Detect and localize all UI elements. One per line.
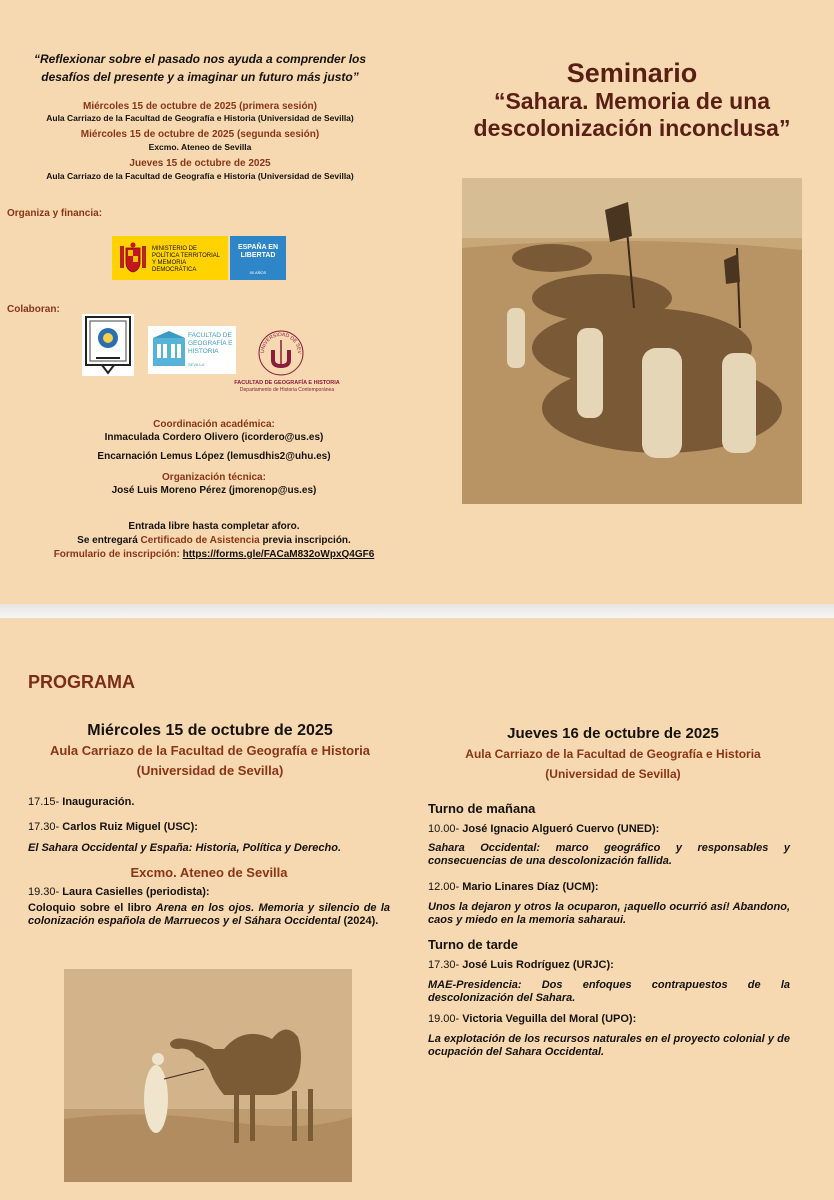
item-talk: El Sahara Occidental y España: Historia, Política y Derecho. (28, 842, 342, 854)
facultad-logo (148, 326, 236, 374)
seminario-title: Seminario (566, 58, 698, 88)
item-speaker: José Luis Rodríguez (URJC): (459, 959, 614, 971)
session-3-place: Aula Carriazo de la Facultad de Geografía e Historia (Universidad de Sevilla) (46, 171, 354, 181)
session-2-place: Excmo. Ateneo de Sevilla (148, 142, 252, 152)
ateneo-emblem-icon (82, 314, 134, 376)
right-date: Jueves 16 de octubre de 2025 (507, 725, 719, 742)
item-talk (28, 902, 390, 928)
quote: “Reflexionar sobre el pasado nos ayuda a comprender los desafíos del presente y a imaginar un futuro más justo” (33, 52, 367, 84)
right-day-header (420, 724, 806, 784)
item-time: 10.00- (428, 823, 460, 835)
session-1-place: Aula Carriazo de la Facultad de Geografía e Historia (Universidad de Sevilla) (46, 113, 354, 123)
item-talk: La explotación de los recursos naturales en el proyecto colonial y de ocupación del Sahara Occidental. (428, 1033, 790, 1058)
programa-heading: PROGRAMA (28, 672, 135, 692)
coat-of-arms-icon (118, 242, 148, 274)
item-time: 19.00- (428, 1013, 460, 1025)
espana-years-text: 50 AÑOS (249, 270, 267, 275)
right-place-1: Aula Carriazo de la Facultad de Geografía e Historia (465, 747, 761, 761)
item-speaker: Laura Casielles (periodista): (59, 886, 210, 898)
facultad-logo-text: FACULTAD DE GEOGRAFÍA E HISTORIA (188, 332, 233, 355)
coordination-block (14, 418, 414, 498)
turno-manana: Turno de mañana (428, 801, 536, 816)
item-talk: Sahara Occidental: marco geográfico y responsables y consecuencias de una descolonización fallida. (428, 842, 790, 867)
item-talk: Unos la dejaron y otros la ocuparon, ¡aquello ocurrió así! Abandono, caos y miedo en la memoria saharaui. (428, 901, 790, 926)
us-seal-logo (256, 328, 306, 378)
right-program-list (428, 801, 790, 1059)
left-day-header (28, 721, 392, 781)
facultad-building-icon (152, 330, 186, 368)
march-photo (462, 178, 802, 504)
session-3-date: Jueves 15 de octubre de 2025 (129, 158, 271, 169)
facultad-logo-city: SEVILLA (188, 362, 205, 367)
item-speaker: Inauguración. (59, 796, 135, 808)
org-tec-name: José Luis Moreno Pérez (jmorenop@us.es) (111, 485, 317, 496)
camel-photo (64, 969, 352, 1182)
program-item (428, 881, 790, 894)
ministerio-logo (112, 236, 228, 280)
subtitle-line-1: “Sahara. Memoria de una (493, 88, 771, 114)
right-place-2: (Universidad de Sevilla) (545, 767, 681, 781)
ateneo-heading: Excmo. Ateneo de Sevilla (130, 865, 288, 880)
ateneo-emblem-logo (82, 314, 134, 376)
left-program-list (28, 796, 390, 928)
form-line (14, 548, 414, 562)
us-caption (222, 380, 352, 394)
talk-post: (2024). (340, 915, 379, 927)
item-speaker: Mario Linares Díaz (UCM): (459, 881, 599, 893)
ministerio-text: MINISTERIO DE POLÍTICA TERRITORIAL Y MEMORIA DEMOCRÁTICA (152, 246, 220, 273)
us-caption-1: FACULTAD DE GEOGRAFÍA E HISTORIA (234, 380, 340, 386)
talk-book-title: Arena en los ojos. Memoria y silencio de la colonización española de Marruecos y el Sáhara Occidental (28, 902, 390, 927)
certificado-text (14, 534, 414, 548)
cert-highlight: Certificado de Asistencia (140, 535, 260, 546)
us-seal-icon (256, 328, 306, 378)
program-item (28, 796, 390, 809)
item-speaker: José Ignacio Algueró Cuervo (UNED): (459, 823, 660, 835)
item-time: 17.30- (28, 821, 60, 833)
session-1-date: Miércoles 15 de octubre de 2025 (primera sesión) (83, 101, 317, 112)
us-ring-text: UNIVERSIDAD DE SEV (259, 331, 303, 355)
svg-text:UNIVERSIDAD DE SEVILLA (256, 328, 302, 355)
program-item (28, 886, 390, 899)
item-speaker: Victoria Veguilla del Moral (UPO): (459, 1013, 637, 1025)
form-link[interactable]: https://forms.gle/FACaM832oWpxQ4GF6 (182, 549, 375, 560)
coord-name-2: Encarnación Lemus López (lemusdhis2@uhu.es) (97, 451, 331, 462)
item-time: 19.30- (28, 886, 60, 898)
subtitle-line-2: descolonización inconclusa” (473, 115, 791, 141)
entrada-text: Entrada libre hasta completar aforo. (128, 521, 300, 532)
item-time: 17.30- (428, 959, 460, 971)
page-separator (0, 604, 834, 618)
left-place-1: Aula Carriazo de la Facultad de Geografía e Historia (49, 743, 371, 758)
item-talk: MAE-Presidencia: Dos enfoques contrapuestos de la descolonización del Sahara. (428, 979, 790, 1004)
flyer-program-page (0, 618, 834, 1200)
talk-pre: Coloquio sobre el libro (28, 902, 156, 914)
session-list (14, 100, 386, 183)
item-speaker: Carlos Ruiz Miguel (USC): (59, 821, 198, 833)
cert-pre: Se entregará (77, 535, 141, 546)
title-block (440, 58, 824, 142)
session-2-date: Miércoles 15 de octubre de 2025 (segunda sesión) (80, 129, 320, 140)
coord-label: Coordinación académica: (153, 419, 275, 430)
program-item (428, 959, 790, 972)
organiza-label: Organiza y financia: (7, 208, 103, 219)
program-item (428, 1013, 790, 1026)
registration-block (14, 520, 414, 562)
espana-libertad-logo (230, 236, 286, 280)
program-item (428, 823, 790, 836)
cert-post: previa inscripción. (259, 535, 351, 546)
left-date: Miércoles 15 de octubre de 2025 (87, 722, 333, 739)
left-place-2: (Universidad de Sevilla) (136, 763, 284, 778)
program-item (28, 821, 390, 834)
colaboran-label: Colaboran: (7, 304, 60, 315)
item-time: 17.15- (28, 796, 60, 808)
us-caption-2: Departamento de Historia Contemporánea (239, 387, 335, 393)
coord-name-1: Inmaculada Cordero Olivero (icordero@us.es) (104, 432, 324, 443)
item-time: 12.00- (428, 881, 460, 893)
org-tec-label: Organización técnica: (162, 472, 266, 483)
espana-libertad-text: ESPAÑA EN LIBERTAD (237, 244, 279, 259)
turno-tarde: Turno de tarde (428, 937, 519, 952)
form-label: Formulario de inscripción: (53, 549, 183, 560)
